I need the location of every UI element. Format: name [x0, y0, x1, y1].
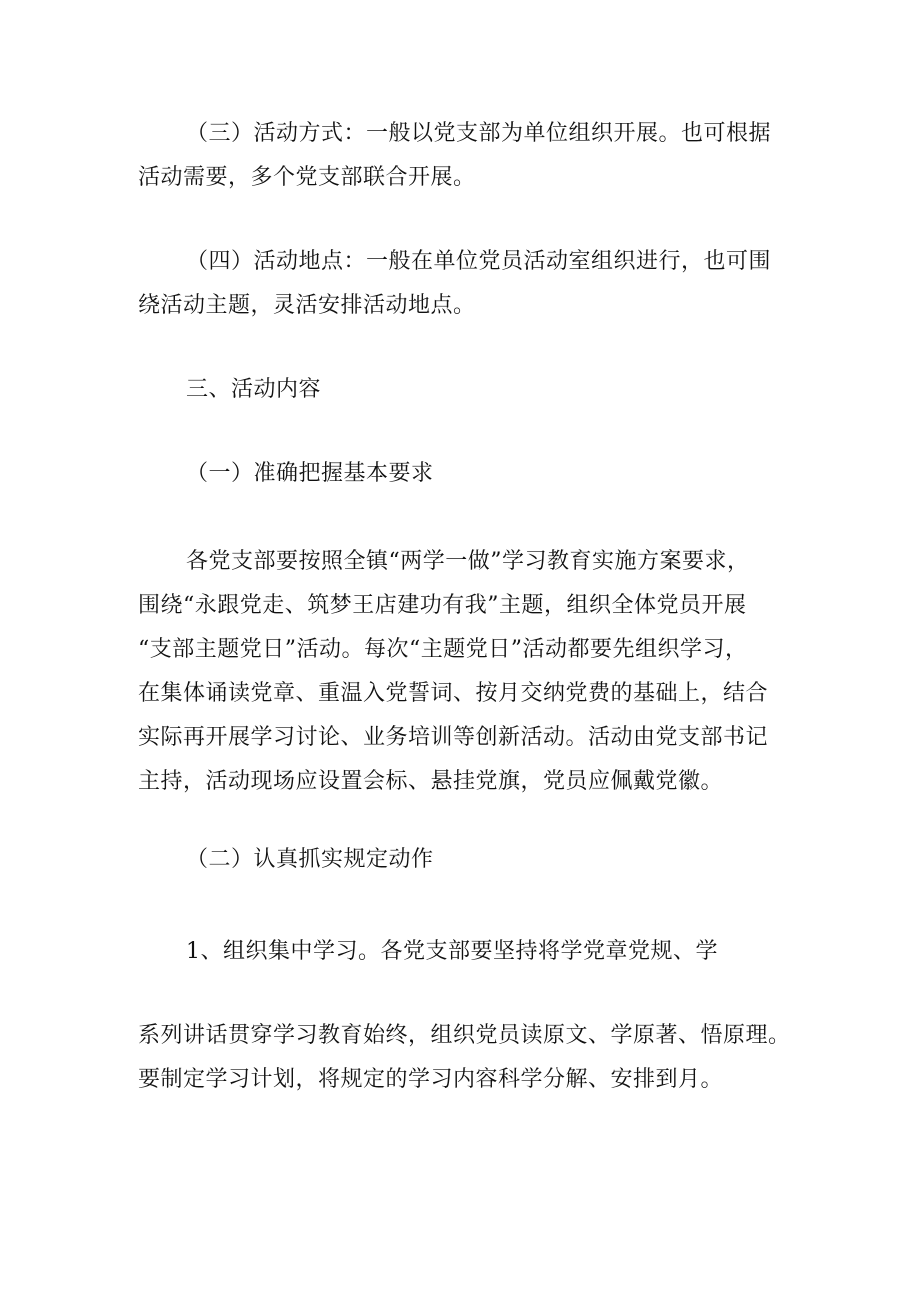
- item-1-line-1: 1、组织集中学习。各党支部要坚持将学党章党规、学: [186, 939, 718, 964]
- subsection-1-heading: （一）准确把握基本要求: [186, 461, 434, 486]
- body-line: 围绕“永跟党走、筑梦王店建功有我”主题，组织全体党员开展: [138, 593, 747, 618]
- body-line: 在集体诵读党章、重温入党誓词、按月交纳党费的基础上，结合: [138, 681, 769, 706]
- para-4-line-2: 绕活动主题，灵活安排活动地点。: [138, 293, 476, 318]
- body-line: 主持，活动现场应设置会标、悬挂党旗，党员应佩戴党徽。: [138, 769, 724, 794]
- item-1-line-3: 要制定学习计划，将规定的学习内容科学分解、安排到月。: [138, 1067, 724, 1092]
- section-3-heading: 三、活动内容: [186, 377, 322, 402]
- body-line: 各党支部要按照全镇“两学一做”学习教育实施方案要求，: [186, 549, 750, 574]
- body-line: 实际再开展学习讨论、业务培训等创新活动。活动由党支部书记: [138, 725, 769, 750]
- item-1-line-2: 系列讲话贯穿学习教育始终，组织党员读原文、学原著、悟原理。: [138, 1023, 791, 1048]
- subsection-2-heading: （二）认真抓实规定动作: [186, 847, 434, 872]
- body-paragraph: [138, 540, 798, 804]
- body-line: “支部主题党日”活动。每次“主题党日”活动都要先组织学习，: [138, 637, 748, 662]
- para-3-line-2: 活动需要，多个党支部联合开展。: [138, 165, 476, 190]
- para-4-line-1: （四）活动地点：一般在单位党员活动室组织进行，也可围: [186, 249, 772, 274]
- para-3-line-1: （三）活动方式：一般以党支部为单位组织开展。也可根据: [186, 121, 772, 146]
